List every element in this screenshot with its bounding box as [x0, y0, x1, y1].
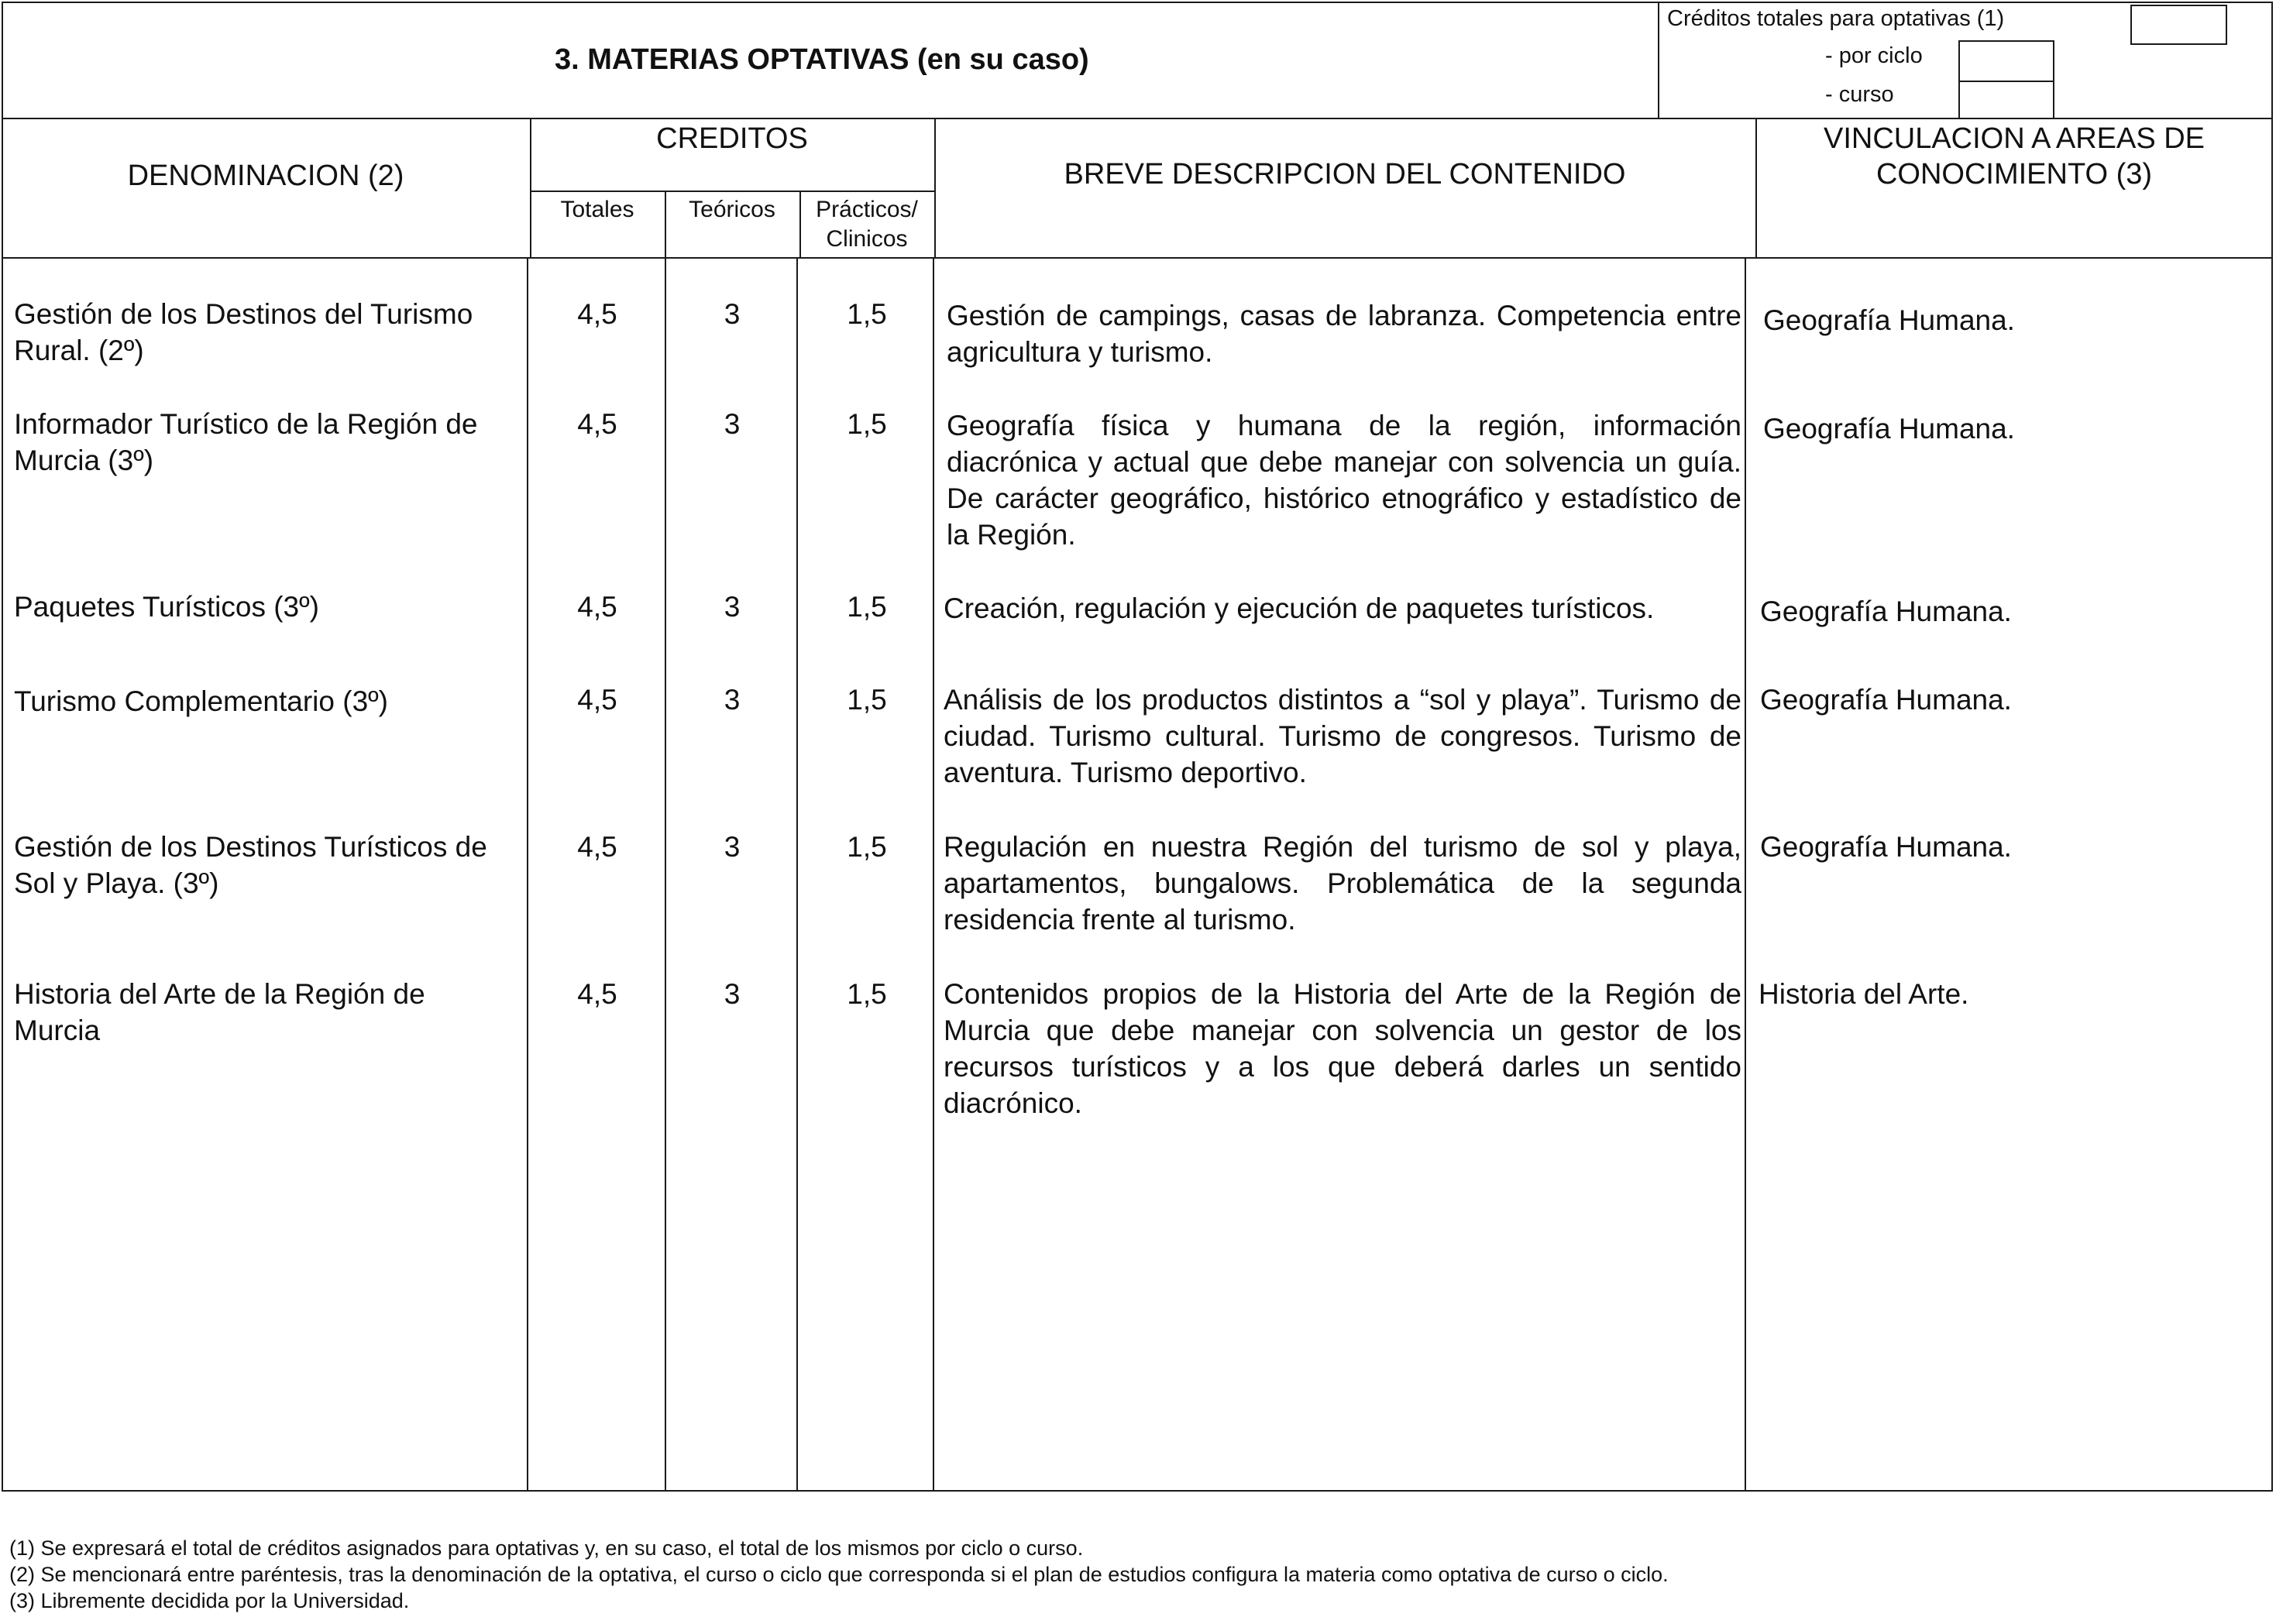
row-totales: 4,5 — [577, 831, 617, 863]
row-totales: 4,5 — [577, 978, 617, 1010]
body-divider-5 — [1745, 257, 1746, 1492]
col-practicos-1: Prácticos/ — [816, 197, 918, 222]
row-area: Geografía Humana. — [1760, 831, 2012, 863]
col-teoricos: Teóricos — [689, 197, 775, 222]
col-totales: Totales — [560, 197, 634, 222]
row-teoricos: 3 — [724, 591, 741, 623]
row-teoricos: 3 — [724, 831, 741, 863]
row-practicos: 1,5 — [847, 591, 887, 623]
row-practicos: 1,5 — [847, 978, 887, 1010]
per-course-label: - curso — [1825, 82, 1894, 107]
section-title: 3. MATERIAS OPTATIVAS (en su caso) — [555, 43, 1089, 76]
row-area: Geografía Humana. — [1763, 304, 2015, 336]
body-divider-1 — [527, 257, 528, 1492]
row-teoricos: 3 — [724, 298, 741, 330]
row-area: Geografía Humana. — [1760, 684, 2012, 716]
footnote-2: (2) Se mencionará entre paréntesis, tras la denominación de la optativa, el curso o ciclo que corresponda si el plan de estudios configura la materia como optativa de curso o ciclo. — [9, 1563, 1669, 1586]
credit-totals-field[interactable] — [2130, 5, 2227, 45]
per-cycle-label: - por ciclo — [1825, 43, 1923, 68]
body-divider-2 — [665, 257, 666, 1492]
row-denominacion: Informador Turístico de la Región de Murcia (3º) — [14, 408, 478, 476]
row-denominacion: Gestión de los Destinos del Turismo Rural. (2º) — [14, 298, 473, 366]
footnote-3: (3) Libremente decidida por la Universidad. — [9, 1589, 410, 1612]
row-description: Análisis de los productos distintos a “sol y playa”. Turismo de ciudad. Turismo cultural. Turismo de congresos. Turismo de aventura. Turismo deportivo. — [944, 684, 1741, 788]
credit-totals-label: Créditos totales para optativas (1) — [1667, 6, 2005, 31]
row-description: Regulación en nuestra Región del turismo de sol y playa, apartamentos, bungalows. Problemática de la segunda residencia frente al turismo. — [944, 831, 1741, 936]
row-description: Geografía física y humana de la región, información diacrónica y actual que debe manejar con solvencia un guía. De carácter geográfico, histórico etnográfico y estadístico de la Región. — [947, 410, 1741, 551]
row-totales: 4,5 — [577, 591, 617, 623]
body-divider-4 — [933, 257, 934, 1492]
row-area: Geografía Humana. — [1760, 596, 2012, 627]
row-area: Historia del Arte. — [1759, 978, 1969, 1010]
row-teoricos: 3 — [724, 684, 741, 716]
row-description: Gestión de campings, casas de labranza. Competencia entre agricultura y turismo. — [947, 300, 1741, 368]
col-creditos: CREDITOS — [656, 122, 808, 155]
row-practicos: 1,5 — [847, 831, 887, 863]
row-teoricos: 3 — [724, 408, 741, 440]
row-practicos: 1,5 — [847, 684, 887, 716]
title-divider — [1658, 2, 1659, 119]
creditos-subheader-line — [530, 191, 934, 192]
row-denominacion: Paquetes Turísticos (3º) — [14, 591, 319, 623]
row-denominacion: Gestión de los Destinos Turísticos de Sol y Playa. (3º) — [14, 831, 487, 899]
per-course-field[interactable] — [1958, 81, 2054, 119]
body-divider-3 — [796, 257, 798, 1492]
row-practicos: 1,5 — [847, 408, 887, 440]
row-description: Creación, regulación y ejecución de paquetes turísticos. — [944, 592, 1655, 624]
col-descripcion: BREVE DESCRIPCION DEL CONTENIDO — [1064, 158, 1626, 191]
row-teoricos: 3 — [724, 978, 741, 1010]
row-denominacion: Historia del Arte de la Región de Murcia — [14, 978, 425, 1046]
row-totales: 4,5 — [577, 408, 617, 440]
row-description: Contenidos propios de la Historia del Arte de la Región de Murcia que debe manejar con solvencia un gestor de los recursos turísticos y a los que deberá darles un sentido diacrónico. — [944, 978, 1741, 1119]
col-vinculacion-1: VINCULACION A AREAS DE — [1823, 122, 2206, 155]
col-practicos-2: Clinicos — [826, 226, 908, 252]
row-totales: 4,5 — [577, 298, 617, 330]
row-denominacion: Turismo Complementario (3º) — [14, 685, 388, 717]
row-area: Geografía Humana. — [1763, 413, 2015, 445]
per-cycle-field[interactable] — [1958, 40, 2054, 82]
row-totales: 4,5 — [577, 684, 617, 716]
row-practicos: 1,5 — [847, 298, 887, 330]
footnote-1: (1) Se expresará el total de créditos asignados para optativas y, en su caso, el total de los mismos por ciclo o curso. — [9, 1536, 1084, 1560]
col-denominacion: DENOMINACION (2) — [127, 160, 404, 192]
col-vinculacion-2: CONOCIMIENTO (3) — [1875, 158, 2153, 191]
